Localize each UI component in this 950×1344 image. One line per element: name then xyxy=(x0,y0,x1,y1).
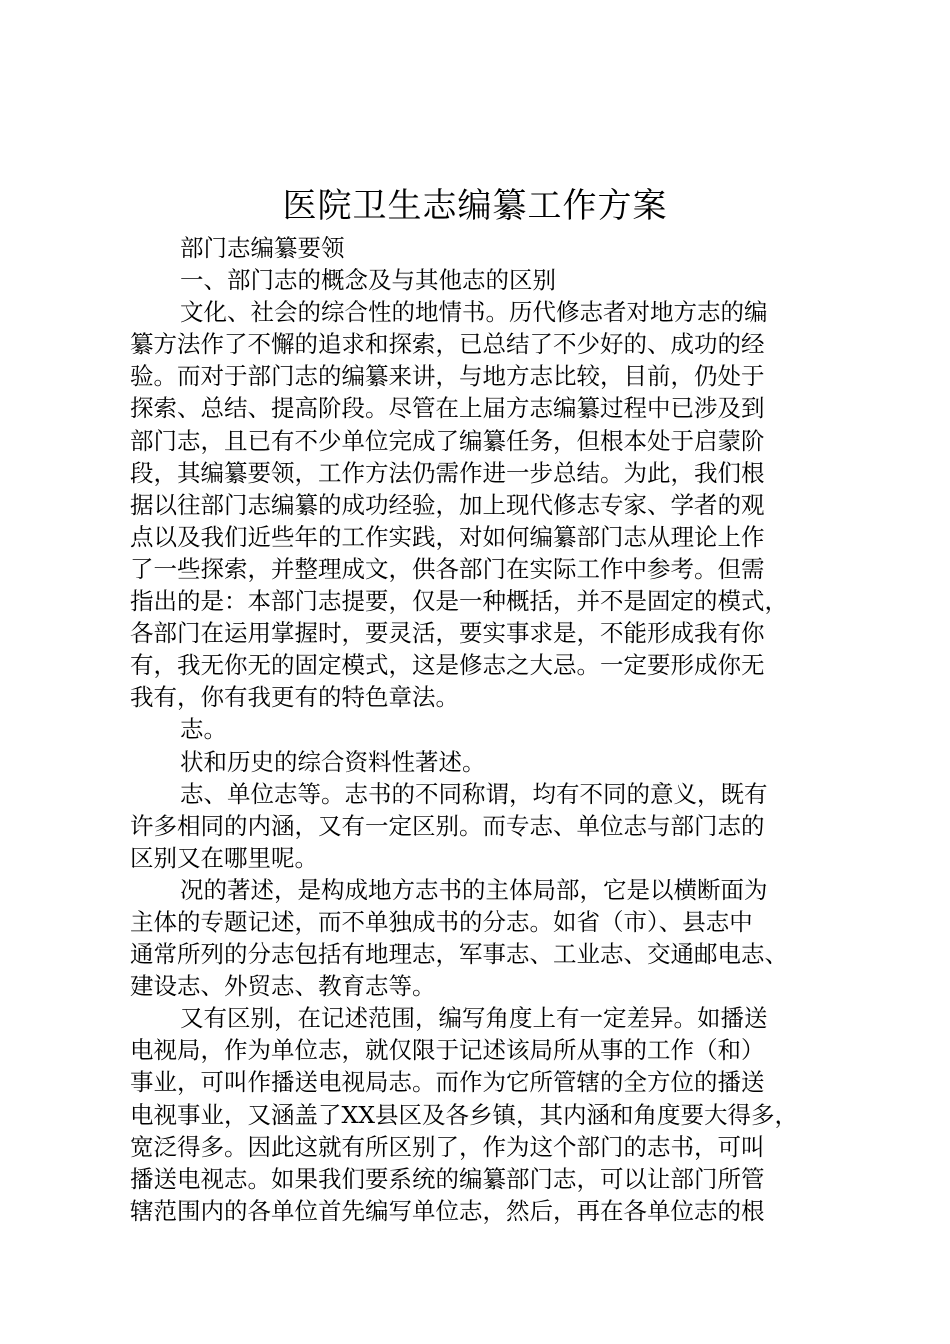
body-line: 又有区别，在记述范围，编写角度上有一定差异。如播送 xyxy=(180,1004,768,1033)
body-line: 事业，可叫作播送电视局志。而作为它所管辖的全方位的播送 xyxy=(130,1068,765,1097)
body-line: 验。而对于部门志的编纂来讲，与地方志比较，目前，仍处于 xyxy=(130,362,765,391)
body-line: 区别又在哪里呢。 xyxy=(130,843,318,872)
body-line: 一、部门志的概念及与其他志的区别 xyxy=(180,266,556,295)
document-body xyxy=(130,232,835,1227)
body-line: 主体的专题记述，而不单独成书的分志。如省（市）、县志中 xyxy=(130,907,753,936)
body-line: 据以往部门志编纂的成功经验，加上现代修志专家、学者的观 xyxy=(130,490,765,519)
document-title: 医院卫生志编纂工作方案 xyxy=(282,186,668,226)
body-line: 播送电视志。如果我们要系统的编纂部门志，可以让部门所管 xyxy=(130,1164,765,1193)
body-line: 探索、总结、提高阶段。尽管在上届方志编纂过程中已涉及到 xyxy=(130,394,765,423)
body-line: 了一些探索，并整理成文，供各部门在实际工作中参考。但需 xyxy=(130,554,765,583)
body-line: 辖范围内的各单位首先编写单位志，然后，再在各单位志的根 xyxy=(130,1196,765,1225)
body-line: 指出的是：本部门志提要，仅是一种概括，并不是固定的模式， xyxy=(130,587,788,616)
body-line: 部门志编纂要领 xyxy=(180,234,345,262)
body-line: 状和历史的综合资料性著述。 xyxy=(180,747,486,776)
body-line: 宽泛得多。因此这就有所区别了，作为这个部门的志书，可叫 xyxy=(130,1132,765,1161)
body-line: 电视局，作为单位志，就仅限于记述该局所从事的工作（和） xyxy=(130,1036,765,1065)
body-line: 通常所列的分志包括有地理志，军事志、工业志、交通邮电志、 xyxy=(130,940,788,969)
body-line: 有，我无你无的固定模式，这是修志之大忌。一定要形成你无 xyxy=(130,651,765,680)
body-line: 建设志、外贸志、教育志等。 xyxy=(130,972,436,1001)
body-line: 文化、社会的综合性的地情书。历代修志者对地方志的编 xyxy=(180,298,768,327)
body-line: 电视事业，又涵盖了XX县区及各乡镇，其内涵和角度要大得多， xyxy=(130,1100,798,1129)
body-line: 况的著述，是构成地方志书的主体局部，它是以横断面为 xyxy=(180,875,768,904)
body-line: 纂方法作了不懈的追求和探索，已总结了不少好的、成功的经 xyxy=(130,330,765,359)
body-line: 部门志，且已有不少单位完成了编纂任务，但根本处于启蒙阶 xyxy=(130,426,765,455)
body-line: 志、单位志等。志书的不同称谓，均有不同的意义，既有 xyxy=(180,779,768,808)
body-line: 许多相同的内涵，又有一定区别。而专志、单位志与部门志的 xyxy=(130,811,765,840)
body-line: 点以及我们近些年的工作实践，对如何编纂部门志从理论上作 xyxy=(130,522,765,551)
body-line: 志。 xyxy=(180,715,227,744)
body-line: 段，其编纂要领，工作方法仍需作进一步总结。为此，我们根 xyxy=(130,458,765,487)
body-line: 我有，你有我更有的特色章法。 xyxy=(130,683,459,712)
body-line: 各部门在运用掌握时，要灵活，要实事求是，不能形成我有你 xyxy=(130,619,765,648)
